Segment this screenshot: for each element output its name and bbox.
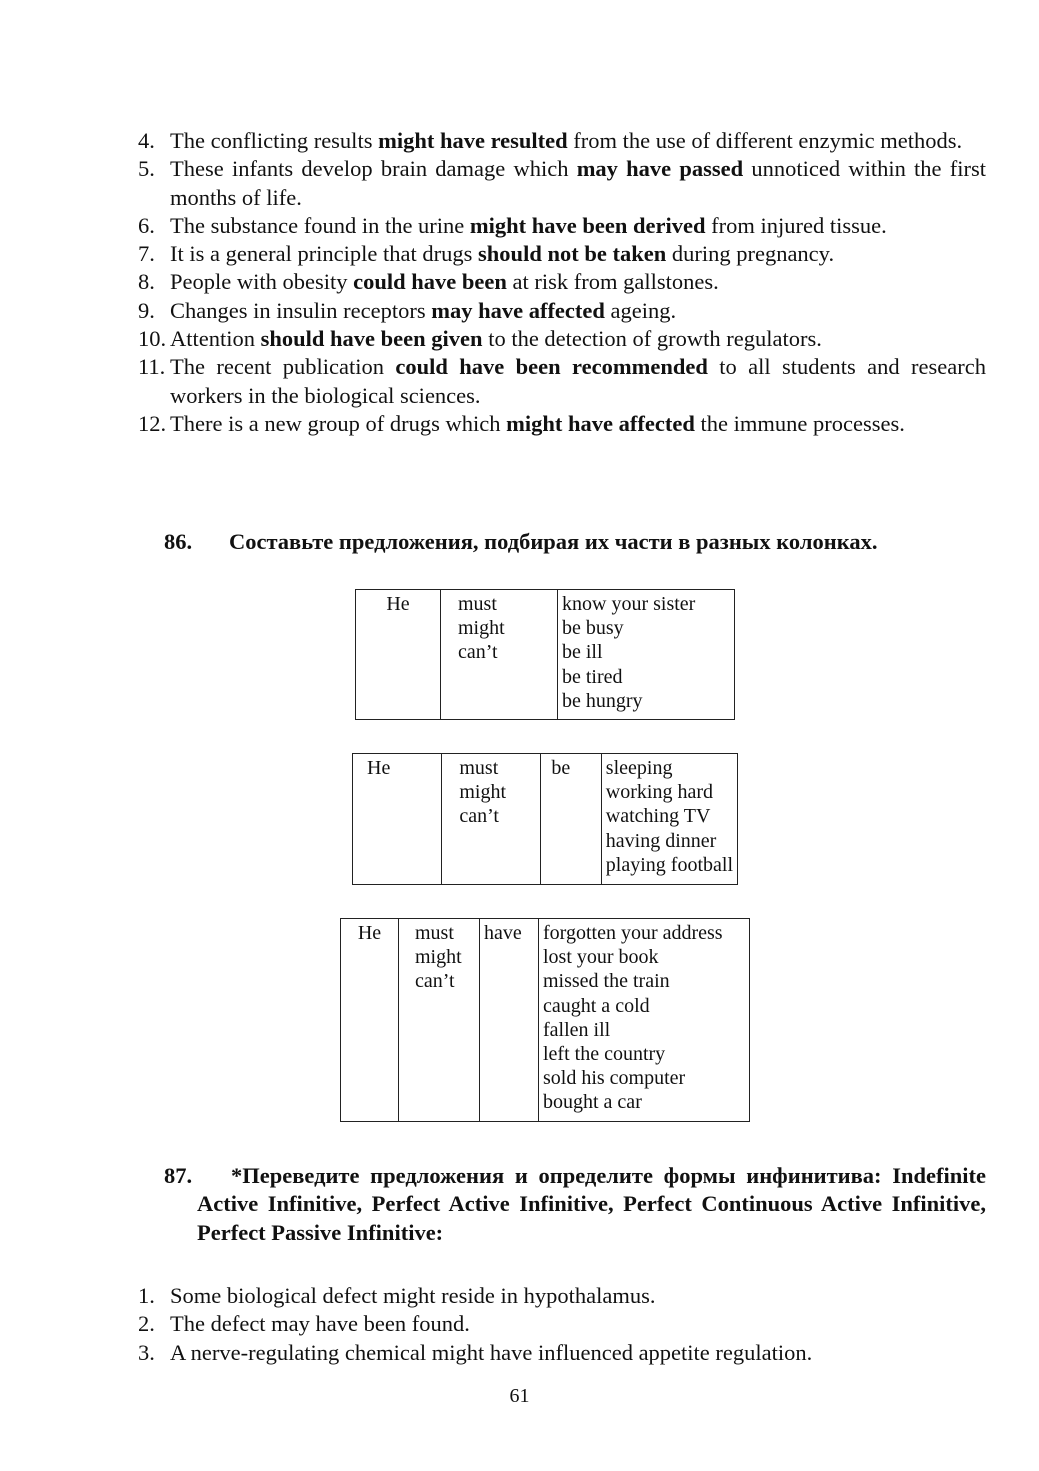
- item-sentence: [170, 1311, 470, 1336]
- table-row: [341, 919, 750, 1122]
- table-cell-line: watching TV: [605, 805, 711, 828]
- item-number: 1.: [138, 1283, 155, 1308]
- list-item: [138, 155, 986, 212]
- list-item: [138, 297, 986, 325]
- item-sentence: [170, 156, 986, 209]
- endings-cell: [539, 919, 750, 1122]
- sentence-text: the immune processes.: [694, 410, 905, 436]
- table-cell-line: can’t: [458, 641, 498, 664]
- subject-cell: He: [341, 919, 399, 1122]
- sentence-text: Some biological defect might reside in hypothalamus.: [170, 1283, 656, 1308]
- exercise-87-number: 87.: [164, 1163, 193, 1188]
- exercise-86-number: 86.: [164, 529, 193, 554]
- modal-phrase: might have been derived: [469, 212, 706, 238]
- item-number: 5.: [138, 156, 155, 182]
- table-row: [353, 754, 738, 885]
- modal-phrase: may have affected: [431, 297, 605, 323]
- sentence-text: to the detection of growth regulators.: [482, 326, 822, 352]
- list-item: [138, 353, 986, 410]
- exercise-86-heading: [164, 528, 1004, 556]
- sentence-list-b: [138, 1282, 986, 1367]
- list-item: [138, 212, 986, 240]
- item-number: 2.: [138, 1311, 155, 1337]
- modal-phrase: could have been recommended: [395, 354, 708, 380]
- list-item: [138, 1310, 986, 1338]
- aux-cell: have: [480, 919, 539, 1122]
- table-cell-line: playing football: [605, 853, 733, 876]
- table-cell-line: can’t: [459, 805, 499, 828]
- sentence-text: Changes in insulin receptors: [170, 297, 432, 323]
- sentence-text: ageing.: [604, 297, 677, 323]
- modals-cell: [441, 590, 558, 720]
- sentence-text: A nerve-regulating chemical might have influenced appetite regulation.: [170, 1339, 813, 1365]
- modal-table-1: [355, 589, 735, 720]
- table-cell-line: be busy: [562, 617, 624, 640]
- table-cell-line: might: [459, 781, 507, 804]
- list-item: [138, 410, 986, 438]
- sentence-text: The substance found in the urine: [170, 212, 470, 238]
- exercise-87-instruction: *Переведите предложения и определите формы инфинитива: Indefinite Active Infinitive, Perfect Active Infinitive, Perfect Continuous Active Infinitive, Perfect Passive Infinitive:: [197, 1163, 986, 1245]
- item-number: 6.: [138, 212, 155, 238]
- sentence-text: unnoticed within the first months of life.: [170, 156, 986, 210]
- table-cell-line: might: [415, 946, 462, 969]
- sentence-text: The recent publication: [170, 354, 396, 380]
- exercise-86-instruction: Составьте предложения, подбирая их части в разных колонках.: [229, 529, 878, 554]
- modals-cell: [442, 754, 541, 885]
- list-item: [138, 127, 986, 155]
- modal-phrase: might have affected: [506, 410, 695, 436]
- table-cell-line: can’t: [415, 970, 455, 993]
- item-sentence: [170, 241, 834, 266]
- subject-cell: He: [353, 754, 442, 885]
- sentence-text: There is a new group of drugs which: [170, 410, 507, 436]
- table-row: [356, 590, 735, 720]
- sentence-text: during pregnancy.: [666, 241, 835, 267]
- item-number: 11.: [138, 354, 166, 380]
- modal-phrase: should have been given: [260, 326, 483, 352]
- sentence-text: from injured tissue.: [705, 212, 887, 238]
- item-sentence: [170, 1340, 812, 1365]
- item-sentence: [170, 411, 905, 436]
- list-item: [138, 1339, 986, 1367]
- table-cell-line: know your sister: [562, 593, 696, 615]
- item-number: 7.: [138, 241, 155, 267]
- item-number: 12.: [138, 410, 167, 436]
- sentence-text: The defect may have been found.: [170, 1311, 470, 1337]
- list-item: [138, 325, 986, 353]
- aux-cell: be: [541, 754, 601, 885]
- modal-phrase: might have resulted: [378, 128, 568, 153]
- item-number: 8.: [138, 269, 155, 295]
- modal-phrase: may have passed: [576, 156, 744, 182]
- table-cell-line: be tired: [562, 665, 623, 688]
- sentence-text: from the use of different enzymic methods.: [567, 128, 963, 153]
- sentence-text: People with obesity: [170, 269, 354, 295]
- sentence-text: These infants develop brain damage which: [170, 156, 577, 182]
- exercise-87-heading: [164, 1162, 986, 1247]
- modal-table-3: [340, 918, 750, 1122]
- modal-phrase: could have been: [353, 269, 507, 295]
- item-sentence: [170, 213, 887, 238]
- sentence-text: Attention: [170, 326, 261, 352]
- item-number: 10.: [138, 326, 167, 352]
- item-number: 9.: [138, 297, 155, 323]
- list-item: [138, 1282, 986, 1310]
- table-cell-line: must: [459, 757, 499, 779]
- modals-cell: [399, 919, 480, 1122]
- table-cell-line: must: [415, 922, 454, 944]
- list-item: [138, 240, 986, 268]
- table-cell-line: might: [458, 617, 505, 640]
- item-sentence: [170, 128, 962, 153]
- table-cell-line: bought a car: [543, 1091, 642, 1114]
- item-number: 3.: [138, 1339, 155, 1365]
- endings-cell: [601, 754, 737, 885]
- sentence-text: The conflicting results: [170, 128, 379, 153]
- item-number: 4.: [138, 128, 155, 153]
- sentence-list-a: [138, 127, 986, 438]
- list-item: [138, 268, 986, 296]
- table-cell-line: must: [458, 593, 497, 615]
- table-cell-line: left the country: [543, 1043, 666, 1066]
- table-cell-line: fallen ill: [543, 1018, 611, 1041]
- page-number: 61: [509, 1385, 530, 1407]
- item-sentence: [170, 298, 676, 323]
- sentence-text: at risk from gallstones.: [506, 269, 719, 295]
- subject-cell: He: [356, 590, 441, 720]
- sentence-text: to all students and research workers in the biological sciences.: [170, 354, 986, 408]
- table-cell-line: having dinner: [605, 829, 717, 852]
- table-cell-line: sold his computer: [543, 1067, 686, 1090]
- table-cell-line: working hard: [605, 781, 713, 804]
- modal-phrase: should not be taken: [478, 241, 667, 267]
- table-cell-line: lost your book: [543, 946, 659, 969]
- table-cell-line: caught a cold: [543, 994, 650, 1017]
- modal-table-2: [352, 753, 738, 885]
- table-cell-line: sleeping: [605, 757, 673, 779]
- endings-cell: [558, 590, 735, 720]
- table-cell-line: forgotten your address: [543, 922, 723, 944]
- item-sentence: [170, 326, 822, 351]
- item-sentence: [170, 1283, 656, 1308]
- table-cell-line: be ill: [562, 641, 603, 664]
- item-sentence: [170, 269, 719, 294]
- table-cell-line: be hungry: [562, 689, 643, 712]
- sentence-text: It is a general principle that drugs: [170, 241, 479, 267]
- item-sentence: [170, 354, 986, 407]
- table-cell-line: missed the train: [543, 970, 670, 993]
